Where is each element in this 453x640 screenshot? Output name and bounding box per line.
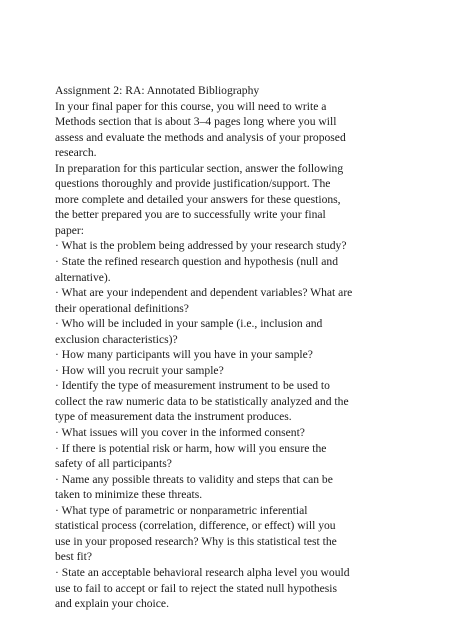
question-line: · Name any possible threats to validity and steps that can be — [55, 472, 333, 486]
question-line: · Identify the type of measurement instrument to be used to — [55, 379, 330, 393]
question-line: type of measurement data the instrument produces. — [55, 410, 292, 424]
question-item-validity — [55, 472, 400, 503]
preparation-line: more complete and detailed your answers for these questions, — [55, 192, 341, 206]
question-item-risk — [55, 441, 400, 472]
question-line: · What is the problem being addressed by your research study? — [55, 239, 347, 253]
question-line: · How will you recruit your sample? — [55, 363, 224, 377]
intro-line: In your final paper for this course, you will need to write a — [55, 99, 327, 113]
preparation-line: questions thoroughly and provide justification/support. The — [55, 177, 331, 191]
question-item-participants — [55, 347, 400, 363]
intro-line: research. — [55, 146, 97, 160]
question-line: exclusion characteristics)? — [55, 332, 178, 346]
question-line: taken to minimize these threats. — [55, 488, 203, 502]
question-line: safety of all participants? — [55, 457, 172, 471]
question-line: best fit? — [55, 550, 93, 564]
question-line: · Who will be included in your sample (i.e., inclusion and — [55, 317, 323, 331]
question-item-instrument — [55, 378, 400, 425]
question-line: and explain your choice. — [55, 597, 169, 611]
intro-line: assess and evaluate the methods and analysis of your proposed — [55, 130, 346, 144]
intro-paragraph — [55, 99, 400, 161]
question-line: · State the refined research question and hypothesis (null and — [55, 255, 338, 269]
question-item-sample — [55, 316, 400, 347]
question-line: · How many participants will you have in your sample? — [55, 348, 313, 362]
question-item-recruit — [55, 363, 400, 379]
question-line: · What are your independent and dependent variables? What are — [55, 286, 353, 300]
question-line: use in your proposed research? Why is this statistical test the — [55, 534, 337, 548]
question-item-hypothesis — [55, 254, 400, 285]
document-body — [55, 83, 400, 612]
question-line: collect the raw numeric data to be statistically analyzed and the — [55, 394, 349, 408]
question-line: · If there is potential risk or harm, how will you ensure the — [55, 441, 327, 455]
question-item-consent — [55, 425, 400, 441]
preparation-line: In preparation for this particular section, answer the following — [55, 161, 344, 175]
preparation-line: paper: — [55, 223, 84, 237]
question-item-problem — [55, 238, 400, 254]
question-line: · What type of parametric or nonparametric inferential — [55, 503, 308, 517]
question-line: · State an acceptable behavioral research alpha level you would — [55, 565, 350, 579]
question-line: their operational definitions? — [55, 301, 189, 315]
intro-line: Methods section that is about 3–4 pages long where you will — [55, 115, 337, 129]
question-line: alternative). — [55, 270, 111, 284]
question-item-statistics — [55, 503, 400, 565]
question-line: statistical process (correlation, difference, or effect) will you — [55, 519, 336, 533]
question-item-variables — [55, 285, 400, 316]
question-line: use to fail to accept or fail to reject the stated null hypothesis — [55, 581, 338, 595]
preparation-line: the better prepared you are to successfully write your final — [55, 208, 326, 222]
question-line: · What issues will you cover in the informed consent? — [55, 426, 305, 440]
preparation-paragraph — [55, 161, 400, 239]
document-title: Assignment 2: RA: Annotated Bibliography — [55, 84, 260, 97]
question-item-alpha — [55, 565, 400, 612]
